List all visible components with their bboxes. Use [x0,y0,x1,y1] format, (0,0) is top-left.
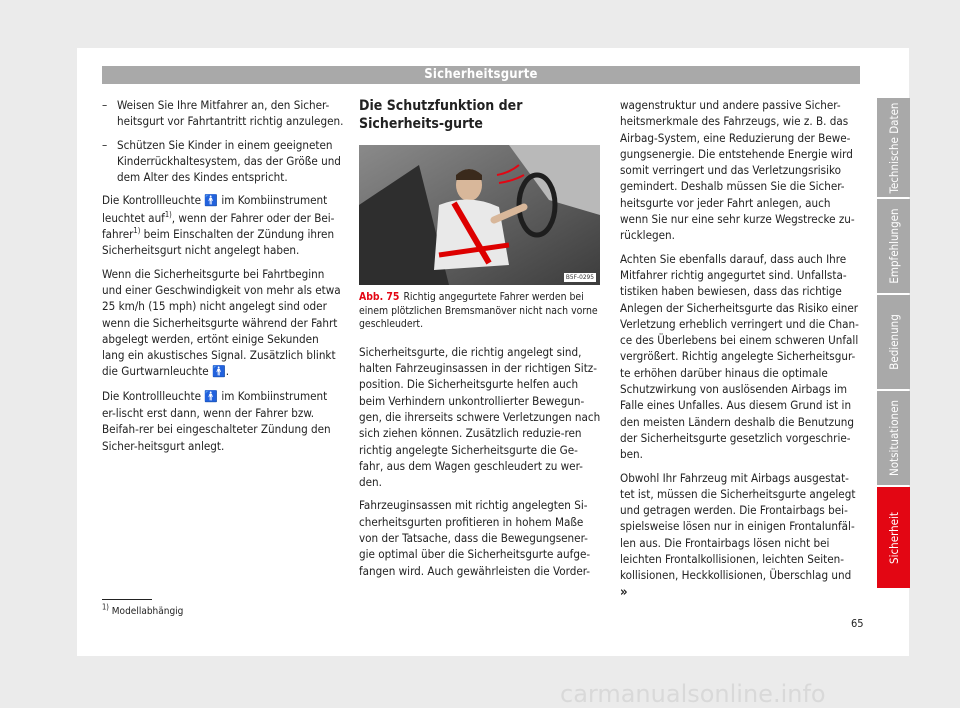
tab-bedienung[interactable]: Bedienung [877,295,910,389]
middle-column [359,97,602,586]
paragraph: wagenstruktur und andere passive Sicher-heitsmerkmale des Fahrzeugs, wie z. B. das Airbag-System, eine Reduzierung der Bewe-gungsenergie. Die entstehende Energie wird somit verringert und das Verletzungsrisiko gemindert. Deshalb müssen Sie die Sicher-heitsgurte vor jeder Fahrt anlegen, auch wenn Sie nur eine sehr kurze Wegstrecke zu-rücklegen. [620,98,855,243]
bullet-item: – Schützen Sie Kinder in einem geeigneten Kinderrückhaltesystem, das der Größe und dem Alter des Kindes entspricht. [102,137,341,185]
watermark: carmanualsonline.info [560,680,826,708]
seatbelt-warning-icon: 🚹 [204,389,219,403]
tab-technische-daten[interactable]: Technische Daten [877,98,910,197]
seatbelt-warning-icon: 🚹 [212,365,226,379]
section-header: Sicherheitsgurte [102,66,860,84]
tab-sicherheit[interactable]: Sicherheit [877,487,910,588]
paragraph: Die Kontrollleuchte 🚹 im Kombiinstrument er-lischt erst dann, wenn der Fahrer bzw. Beifah-rer bei eingeschalteter Zündung den Sicher-heitsgurt anlegt. [102,388,331,453]
driver-illustration [359,145,600,285]
seatbelt-warning-icon: 🚹 [204,194,219,208]
tab-notsituationen[interactable]: Notsituationen [877,391,910,485]
figure-caption: Abb. 75 Richtig angegurtete Fahrer werden bei einem plötzlichen Bremsmanöver nicht nach vorne geschleudert. [359,291,598,331]
right-column [620,97,860,608]
paragraph: Sicherheitsgurte, die richtig angelegt sind, halten Fahrzeuginsassen in der richtigen Sitz-position. Die Sicherheitsgurte helfen auch beim Verhindern unkontrollierter Bewegun-gen, die ihrerseits schwere Verletzungen nach sich ziehen können. Zusätzlich reduzie-ren richtig angelegte Sicherheitsgurte die Ge-fahr, aus dem Wagen geschleudert zu wer-den. [359,344,601,490]
figure-driver-seatbelt [359,145,600,285]
paragraph: Die Kontrollleuchte 🚹 im Kombiinstrument leuchtet auf$^{1)}$, wenn der Fahrer oder der Bei-fahrer$^{1)}$ beim Einschalten der Zündung ihren Sicherheitsgurt nicht angelegt haben. [102,193,335,258]
section-heading: Die Schutzfunktion der Sicherheits-gurte [359,98,523,132]
figure-code: B5F-0295 [565,273,594,281]
paragraph: Achten Sie ebenfalls darauf, dass auch Ihre Mitfahrer richtig angegurtet sind. Unfallsta-tistiken haben bewiesen, dass das richtige Anlegen der Sicherheitsgurte das Risiko einer Verletzung erheblich verringert und die Chan-ce des Überlebens bei einem schweren Unfall vergrößert. Richtig angelegte Sicherheitsgur-te erhöhen darüber hinaus die optimale Schutzwirkung von auslösenden Airbags im Falle eines Unfalles. Aus diesem Grund ist in den meisten Ländern deshalb die Benutzung der Sicherheitsgurte gesetzlich vorgeschrie-ben. [620,251,859,462]
footnote-divider [102,599,152,600]
paragraph: Fahrzeuginsassen mit richtig angelegten Si-cherheitsgurten profitieren in hohem Maße von der Tatsache, dass die Bewegungsener-gie optimal über die Sicherheitsgurte aufge-fangen wird. Auch gewährleisten die Vorder- [359,498,591,578]
page-number: 65 [851,617,864,630]
tab-empfehlungen[interactable]: Empfehlungen [877,199,910,293]
paragraph: Wenn die Sicherheitsgurte bei Fahrtbeginn und einer Geschwindigkeit von mehr als etwa 25 km/h (15 mph) nicht angelegt sind oder wenn die Sicherheitsgurte während der Fahrt abgelegt werden, ertönt einige Sekunden lang ein akustisches Signal. Zusätzlich blinkt die Gurtwarnleuchte 🚹. [102,266,341,379]
footnote: $^{1)}$ Modellabhängig [102,602,184,617]
left-column [102,97,344,461]
paragraph: Obwohl Ihr Fahrzeug mit Airbags ausgestat-tet ist, müssen die Sicherheitsgurte angelegt und getragen werden. Die Frontairbags bei-spielsweise lösen nur in einigen Frontalunfäl-len aus. Die Frontairbags lösen nicht bei leichten Frontalkollisionen, leichten Seiten-kollisionen, Heckkollisionen, Überschlag und » [620,470,856,600]
continue-arrow-icon: » [620,584,628,600]
bullet-item: – Weisen Sie Ihre Mitfahrer an, den Sicher-heitsgurt vor Fahrtantritt richtig anzulegen. [102,98,344,129]
